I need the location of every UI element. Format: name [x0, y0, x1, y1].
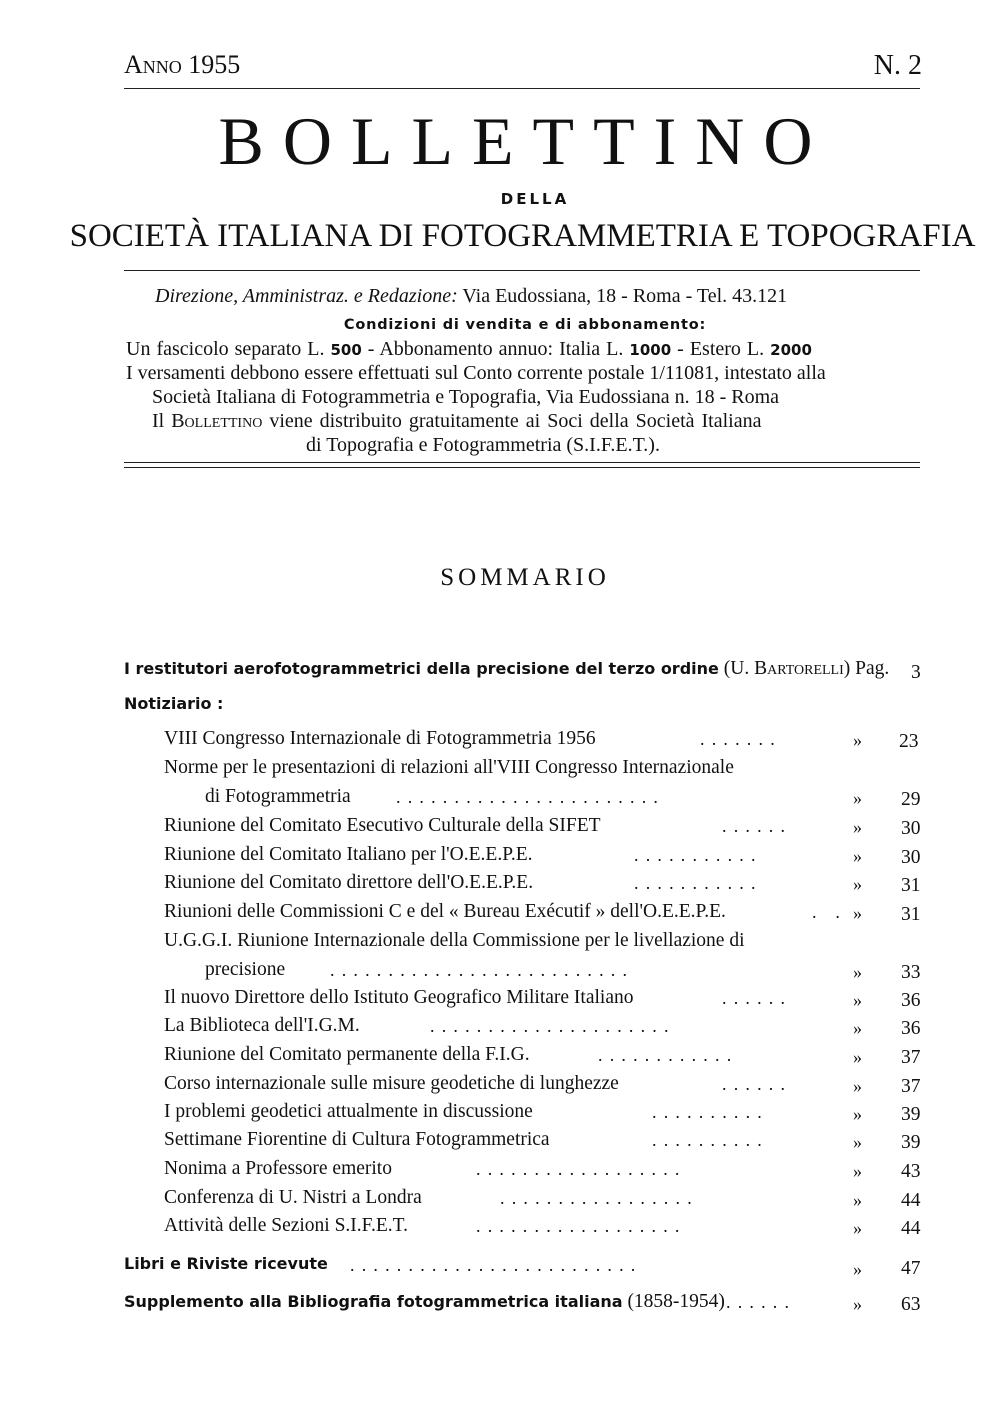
fascicolo-price: 500 [330, 341, 362, 359]
author-close: ) [843, 658, 851, 679]
toc-leader: ...... [726, 1292, 797, 1312]
toc-entry-restitutori [124, 658, 889, 680]
toc-page: 37 [901, 1047, 921, 1068]
toc-leader: ........... [634, 845, 763, 865]
toc-leader: ....................... [396, 787, 666, 807]
toc-page: 37 [901, 1076, 921, 1097]
ditto-mark: » [853, 788, 862, 808]
toc-item: Settimane Fiorentine di Cultura Fotogrammetrica [164, 1129, 550, 1150]
year-value: 1955 [188, 50, 241, 79]
supplemento-years: (1858-1954) [627, 1291, 725, 1312]
pag-label: Pag. [855, 658, 890, 679]
ditto-mark: » [853, 1161, 862, 1181]
toc-item: Attività delle Sezioni S.I.F.E.T. [164, 1215, 408, 1236]
ditto-mark: » [853, 846, 862, 866]
versamenti-line-1: I versamenti debbono essere effettuati sul Conto corrente postale 1/11081, intestato alla [126, 362, 826, 384]
toc-item: VIII Congresso Internazionale di Fotogrammetria 1956 [164, 728, 596, 749]
ditto-mark: » [853, 874, 862, 894]
toc-page: 36 [901, 990, 921, 1011]
toc-leader: ...... [722, 816, 793, 836]
toc-item: Conferenza di U. Nistri a Londra [164, 1187, 422, 1208]
ditto-mark: » [853, 1047, 862, 1067]
toc-item: Riunione del Comitato Italiano per l'O.E.E.P.E. [164, 844, 533, 865]
sommario-heading: SOMMARIO [440, 564, 610, 591]
toc-page: 63 [901, 1294, 921, 1315]
distrib-rest: viene distribuito gratuitamente ai Soci della Società Italiana [269, 410, 762, 432]
toc-item-continuation: di Fotogrammetria [205, 786, 351, 807]
toc-page: 39 [901, 1104, 921, 1125]
toc-page: 44 [901, 1190, 921, 1211]
toc-leader: .................. [476, 1216, 687, 1236]
toc-leader: ........... [634, 873, 763, 893]
info-rule-top [124, 462, 920, 463]
journal-title: BOLLETTINO [218, 103, 832, 179]
society-rule [124, 270, 920, 271]
toc-leader: ............ [598, 1045, 739, 1065]
restitutori-title: I restitutori aerofotogrammetrici della precisione del terzo ordine [124, 659, 719, 678]
info-rule-bottom [124, 467, 920, 468]
ditto-mark: » [853, 1294, 862, 1314]
toc-leader: ...... [722, 988, 793, 1008]
notiziario-label: Notiziario : [124, 694, 224, 713]
toc-leader: . . [812, 902, 848, 922]
toc-page: 44 [901, 1218, 921, 1239]
ditto-mark: » [853, 962, 862, 982]
toc-item: Riunioni delle Commissioni C e del « Bureau Exécutif » dell'O.E.E.P.E. [164, 901, 726, 922]
distribuzione-line-1 [152, 410, 762, 433]
toc-item: Norme per le presentazioni di relazioni all'VIII Congresso Internazionale [164, 757, 734, 778]
toc-leader: ................. [500, 1188, 699, 1208]
ditto-mark: » [853, 730, 862, 750]
toc-leader: ..................... [430, 1016, 676, 1036]
toc-page: 31 [901, 875, 921, 896]
fascicolo-text: Un fascicolo separato L. [126, 338, 325, 360]
toc-page: 33 [901, 962, 921, 983]
estero-text: - Estero L. [677, 338, 765, 360]
italia-price: 1000 [629, 341, 672, 359]
toc-leader: ....... [700, 729, 782, 749]
toc-leader: ......................... [350, 1255, 643, 1275]
ditto-mark: » [853, 1190, 862, 1210]
toc-item: Nonima a Professore emerito [164, 1158, 392, 1179]
direzione-address: Via Eudossiana, 18 - Roma - Tel. 43.121 [462, 285, 788, 307]
toc-page: 36 [901, 1018, 921, 1039]
toc-page: 31 [901, 904, 921, 925]
toc-page: 39 [901, 1132, 921, 1153]
toc-item: Corso internazionale sulle misure geodetiche di lunghezze [164, 1073, 619, 1094]
toc-leader: ...... [722, 1074, 793, 1094]
ditto-mark: » [853, 1104, 862, 1124]
direzione-line [155, 285, 787, 308]
distribuzione-line-2: di Topografia e Fotogrammetria (S.I.F.E.T.). [306, 434, 660, 456]
ditto-mark: » [853, 990, 862, 1010]
prices-line [126, 338, 812, 361]
direzione-label: Direzione, Amministraz. e Redazione: [155, 285, 458, 307]
condizioni-heading: Condizioni di vendita e di abbonamento: [343, 317, 707, 333]
distrib-prefix: Il [152, 410, 165, 432]
toc-entry-libri: Libri e Riviste ricevute [124, 1254, 328, 1273]
toc-item: La Biblioteca dell'I.G.M. [164, 1015, 360, 1036]
toc-entry-supplemento [124, 1291, 725, 1313]
toc-item: Riunione del Comitato direttore dell'O.E.E.P.E. [164, 872, 534, 893]
versamenti-line-2: Società Italiana di Fotogrammetria e Topografia, Via Eudossiana n. 18 - Roma [152, 386, 780, 408]
toc-item: Il nuovo Direttore dello Istituto Geografico Militare Italiano [164, 987, 634, 1008]
estero-price: 2000 [770, 341, 812, 359]
author-name: Bartorelli [754, 658, 844, 679]
ditto-mark: » [853, 1132, 862, 1152]
della-label: DELLA [500, 190, 570, 208]
year-label [124, 50, 240, 80]
toc-page: 47 [901, 1258, 921, 1279]
toc-page: 30 [901, 818, 921, 839]
ditto-mark: » [853, 1018, 862, 1038]
header-rule [124, 88, 920, 89]
toc-page: 29 [901, 789, 921, 810]
anno-label: Anno [124, 50, 182, 79]
toc-item: I problemi geodetici attualmente in discussione [164, 1101, 533, 1122]
issue-number: N. 2 [873, 50, 922, 81]
toc-leader: .......................... [330, 960, 635, 980]
abbonamento-text: - Abbonamento annuo: Italia L. [367, 338, 624, 360]
toc-page: 3 [911, 662, 921, 683]
toc-item: Riunione del Comitato Esecutivo Culturale della SIFET [164, 815, 601, 836]
ditto-mark: » [853, 903, 862, 923]
toc-leader: .......... [652, 1130, 769, 1150]
ditto-mark: » [853, 1218, 862, 1238]
toc-item-continuation: precisione [205, 959, 286, 980]
toc-page: 43 [901, 1161, 921, 1182]
distrib-bollettino: Bollettino [171, 410, 263, 432]
toc-leader: .................. [476, 1159, 687, 1179]
toc-item: U.G.G.I. Riunione Internazionale della Commissione per le livellazione di [164, 930, 745, 951]
ditto-mark: » [853, 1259, 862, 1279]
supplemento-title: Supplemento alla Bibliografia fotogrammetrica italiana [124, 1292, 623, 1311]
toc-page: 23 [899, 731, 919, 752]
toc-page: 30 [901, 847, 921, 868]
ditto-mark: » [853, 817, 862, 837]
author-open: (U. [723, 658, 750, 679]
ditto-mark: » [853, 1076, 862, 1096]
toc-item: Riunione del Comitato permanente della F.I.G. [164, 1044, 530, 1065]
toc-leader: .......... [652, 1102, 769, 1122]
society-name: SOCIETÀ ITALIANA DI FOTOGRAMMETRIA E TOPOGRAFIA [69, 218, 976, 254]
